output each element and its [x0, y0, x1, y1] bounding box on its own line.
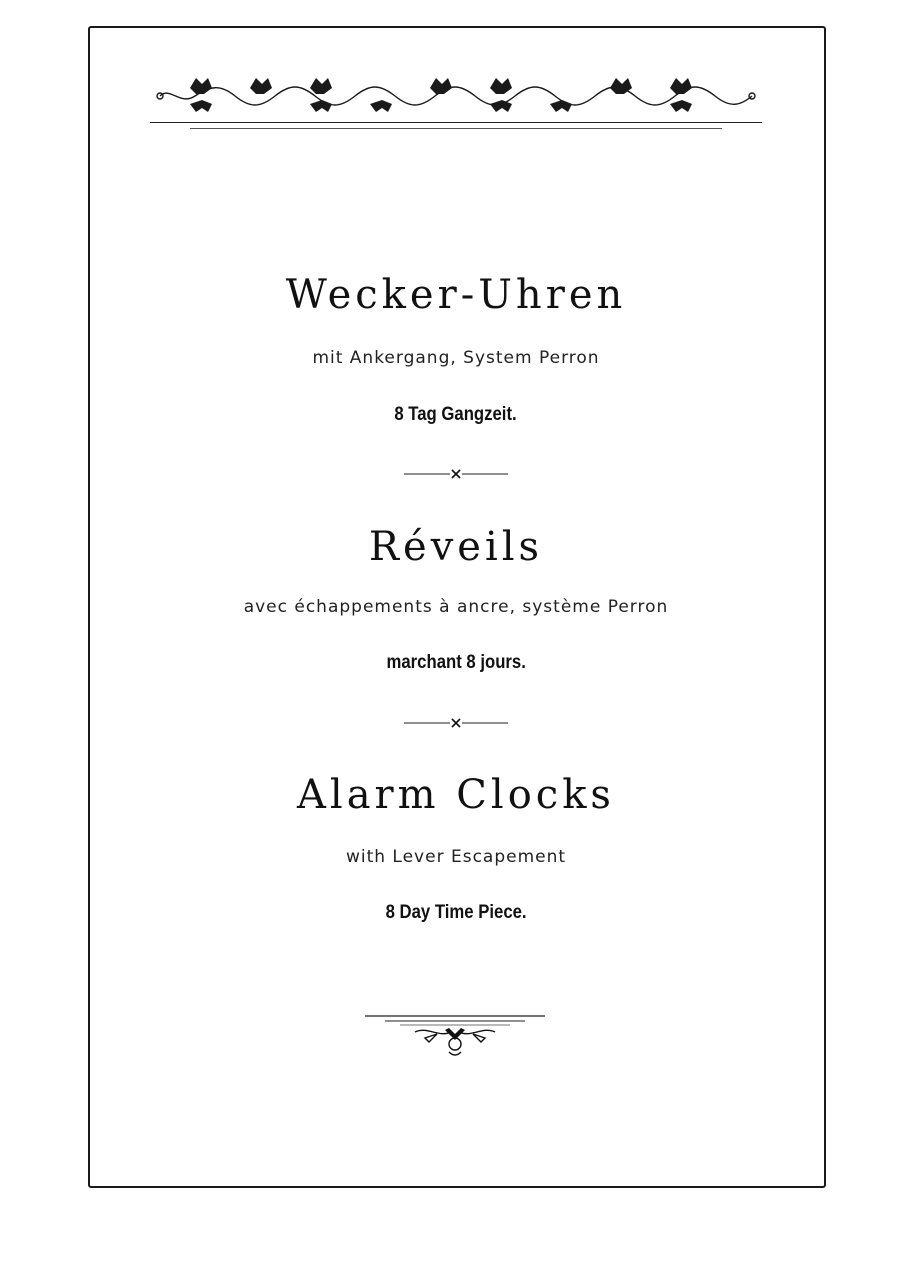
section-detail-wrap: [100, 902, 812, 924]
cross-divider-icon: [404, 468, 508, 480]
vine-ornament-icon: [150, 66, 762, 118]
section-title: Alarm Clocks: [297, 772, 615, 818]
section-subtitle: with Lever Escapement: [345, 847, 567, 867]
section-detail-wrap: [100, 404, 812, 426]
section-title: Réveils: [368, 524, 544, 570]
section-subtitle-wrap: [100, 847, 812, 867]
section-reveils: [100, 524, 812, 570]
section-detail-wrap: [100, 652, 812, 674]
section-subtitle-wrap: [100, 348, 812, 368]
section-detail: 8 Tag Gangzeit.: [394, 404, 518, 425]
tailpiece-ornament-icon: [365, 1010, 545, 1060]
section-subtitle-wrap: [100, 597, 812, 617]
section-detail: marchant 8 jours.: [386, 652, 526, 673]
cross-divider-icon: [404, 717, 508, 729]
section-subtitle: avec échappements à ancre, système Perron: [243, 597, 669, 617]
section-wecker-uhren: [100, 272, 812, 318]
section-subtitle: mit Ankergang, System Perron: [312, 348, 600, 368]
section-alarm-clocks: [100, 772, 812, 818]
top-rule-thin: [190, 128, 722, 129]
top-rule: [150, 122, 762, 123]
section-detail: 8 Day Time Piece.: [385, 902, 527, 923]
section-title: Wecker-Uhren: [285, 272, 627, 318]
